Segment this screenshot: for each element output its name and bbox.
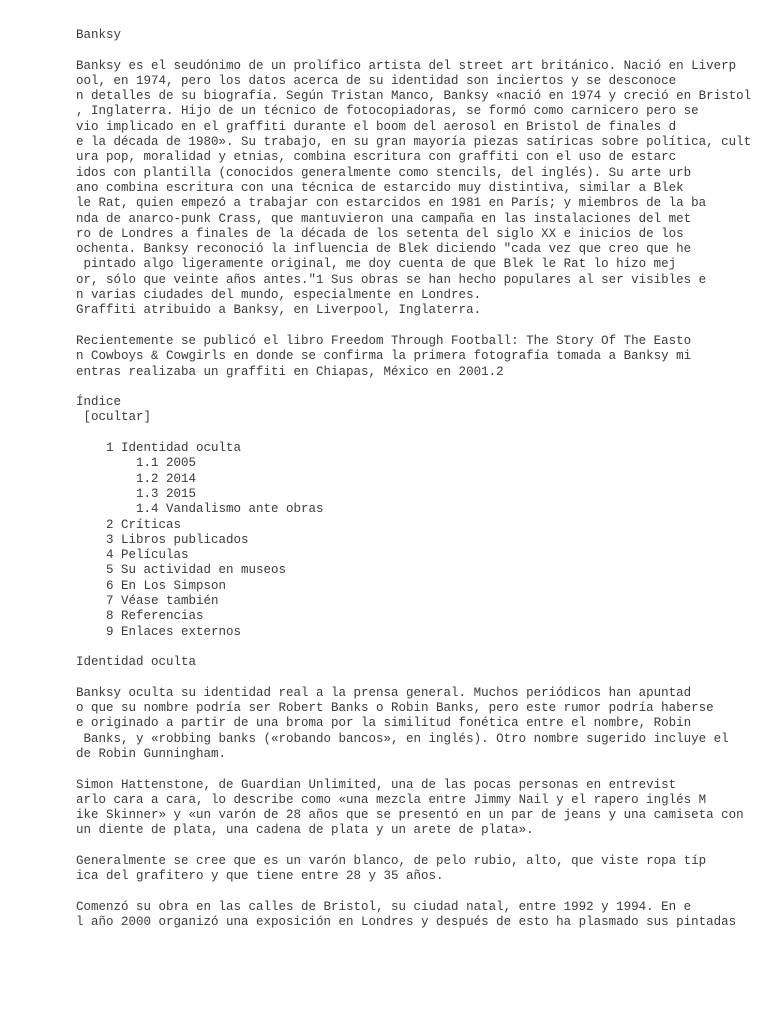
hattenstone-paragraph-line: arlo cara a cara, lo describe como «una mezcla entre Jimmy Nail y el rapero inglés M	[76, 792, 707, 807]
intro-paragraph-line: ochenta. Banksy reconoció la influencia de Blek diciendo "cada vez que creo que he	[76, 242, 692, 257]
blank-line	[76, 839, 766, 854]
index-heading: Índice	[76, 395, 122, 410]
description-paragraph-line: Generalmente se cree que es un varón blanco, de pelo rubio, alto, que viste ropa típ	[76, 854, 707, 869]
identity-paragraph-line: Banks, y «robbing banks («robando bancos», en inglés). Otro nombre sugerido incluye el	[76, 731, 729, 746]
hattenstone-paragraph-line: un diente de plata, una cadena de plata y un arete de plata».	[76, 823, 534, 838]
index-entry[interactable]: 7 Véase también	[76, 593, 219, 608]
index-subentry[interactable]: 1.4 Vandalismo ante obras	[76, 502, 324, 517]
bristol-paragraph-line: Comenzó su obra en las calles de Bristol, su ciudad natal, entre 1992 y 1994. En e	[76, 899, 692, 914]
blank-line	[76, 885, 766, 900]
book-paragraph-line: n Cowboys & Cowgirls en donde se confirma la primera fotografía tomada a Banksy mi	[76, 349, 692, 364]
intro-paragraph-line: n varias ciudades del mundo, especialmente en Londres.	[76, 288, 482, 303]
index-entry[interactable]: 5 Su actividad en museos	[76, 563, 287, 578]
intro-paragraph-line: nda de anarco-punk Crass, que mantuvieron una campaña en las instalaciones del met	[76, 211, 692, 226]
identity-paragraph-line: Banksy oculta su identidad real a la prensa general. Muchos periódicos han apuntad	[76, 685, 692, 700]
index-entry[interactable]: 4 Películas	[76, 548, 189, 563]
intro-paragraph-line: ool, en 1974, pero los datos acerca de su identidad son inciertos y se desconoce	[76, 73, 677, 88]
identity-paragraph-line: de Robin Gunningham.	[76, 746, 227, 761]
description-paragraph-line: ica del grafitero y que tiene entre 28 y 35 años.	[76, 869, 444, 884]
intro-paragraph-line: , Inglaterra. Hijo de un técnico de fotocopiadoras, se formó como carnicero pero se	[76, 104, 699, 119]
book-paragraph-line: Recientemente se publicó el libro Freedom Through Football: The Story Of The Easto	[76, 333, 692, 348]
intro-paragraph-line: or, sólo que veinte años antes."1 Sus obras se han hecho populares al ser visibles e	[76, 272, 707, 287]
intro-paragraph-line: vio implicado en el graffiti durante el boom del aerosol en Bristol de finales d	[76, 119, 677, 134]
blank-line	[76, 319, 766, 334]
intro-paragraph-line: pintado algo ligeramente original, me doy cuenta de que Blek le Rat lo hizo mej	[76, 257, 677, 272]
intro-paragraph-line: ano combina escritura con una técnica de estarcido muy distintiva, similar a Blek	[76, 180, 684, 195]
hattenstone-paragraph-line: Simon Hattenstone, de Guardian Unlimited, una de las pocas personas en entrevist	[76, 777, 677, 792]
index-subentry[interactable]: 1.1 2005	[76, 456, 197, 471]
blank-line	[76, 670, 766, 685]
hattenstone-paragraph-line: ike Skinner» y «un varón de 28 años que se presentó en un par de jeans y una camiseta con	[76, 808, 744, 823]
index-entry[interactable]: 8 Referencias	[76, 609, 204, 624]
blank-line	[76, 640, 766, 655]
identity-paragraph-line: e originado a partir de una broma por la similitud fonética entre el nombre, Robin	[76, 716, 692, 731]
hide-index-link[interactable]: [ocultar]	[76, 410, 152, 425]
index-subentry[interactable]: 1.3 2015	[76, 486, 197, 501]
intro-paragraph-line: Banksy es el seudónimo de un prolífico artista del street art británico. Nació en Liverp	[76, 58, 737, 73]
index-entry[interactable]: 3 Libros publicados	[76, 532, 249, 547]
intro-paragraph-line: ro de Londres a finales de la década de los setenta del siglo XX e inicios de los	[76, 226, 684, 241]
document-body	[76, 28, 766, 931]
index-entry[interactable]: 2 Críticas	[76, 517, 182, 532]
identity-paragraph-line: o que su nombre podría ser Robert Banks o Robin Banks, pero este rumor podría haberse	[76, 701, 714, 716]
blank-line	[76, 426, 766, 441]
blank-line	[76, 380, 766, 395]
index-subentry[interactable]: 1.2 2014	[76, 471, 197, 486]
intro-paragraph-line: n detalles de su biografía. Según Tristan Manco, Banksy «nació en 1974 y creció en Bristol	[76, 89, 752, 104]
intro-paragraph-line: ura pop, moralidad y etnias, combina escritura con graffiti con el uso de estarc	[76, 150, 677, 165]
intro-paragraph-line: idos con plantilla (conocidos generalmente como stencils, del inglés). Su arte urb	[76, 165, 692, 180]
doc-title: Banksy	[76, 28, 122, 42]
image-caption: Graffiti atribuido a Banksy, en Liverpool, Inglaterra.	[76, 303, 482, 318]
index-entry[interactable]: 9 Enlaces externos	[76, 624, 242, 639]
section-heading: Identidad oculta	[76, 655, 197, 670]
intro-paragraph-line: e la década de 1980». Su trabajo, en su gran mayoría piezas satíricas sobre política, cult	[76, 135, 752, 150]
index-entry[interactable]: 1 Identidad oculta	[76, 441, 242, 456]
book-paragraph-line: entras realizaba un graffiti en Chiapas, México en 2001.2	[76, 364, 504, 379]
bristol-paragraph-line: l año 2000 organizó una exposición en Londres y después de esto ha plasmado sus pintadas	[76, 915, 737, 930]
blank-line	[76, 762, 766, 777]
intro-paragraph-line: le Rat, quien empezó a trabajar con estarcidos en 1981 en París; y miembros de la ba	[76, 196, 707, 211]
index-entry[interactable]: 6 En Los Simpson	[76, 578, 227, 593]
blank-line	[76, 43, 766, 58]
